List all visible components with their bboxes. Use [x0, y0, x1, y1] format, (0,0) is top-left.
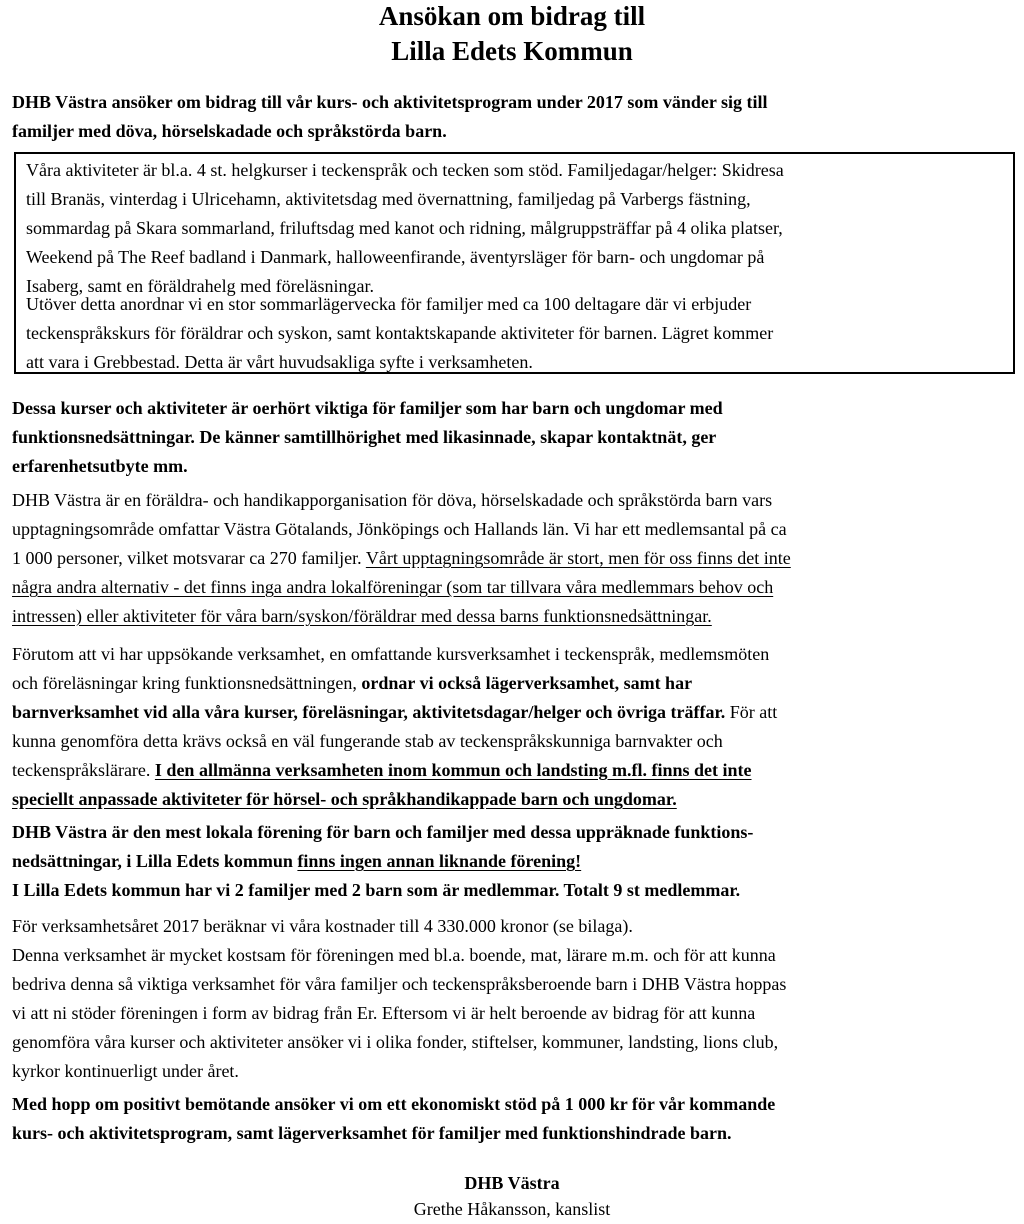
- outreach-text-2: För att kunna genomföra detta krävs också en väl fungerande stab av teckenspråkskunniga barnvakter och teckenspråkslärare.: [12, 702, 778, 780]
- activities-text: Våra aktiviteter är bl.a. 4 st. helgkurser i teckenspråk och tecken som stöd. Familjedagar/helger: Skidresa till Branäs, vinterdag i Ulricehamn, aktivitetsdag med övernattning, familjedag på Varbergs fästning, sommardag på Skara sommarland, friluftsdag med kanot och ridning, målgruppsträffar på 4 olika platser, Weekend på The Reef badland i Danmark, halloweenfirande, äventyrsläger för barn- och ungdomar på Isaberg, samt en föräldrahelg med föreläsningar.: [26, 160, 784, 296]
- outreach-paragraph: [12, 640, 1022, 814]
- outreach-text-1: Förutom att vi har uppsökande verksamhet, en omfattande kursverksamhet i teckenspråk, medlemsmöten och föreläsningar kring funktionsnedsättningen,: [12, 644, 770, 693]
- local-paragraph: [12, 818, 1022, 905]
- organisation-underlined-text: Vårt upptagningsområde är stort, men för oss finns det inte några andra alternativ - det finns inga andra lokalföreningar (som tar tillvara våra medlemmars behov och intressen) eller aktiviteter för våra barn/syskon/föräldrar med dessa barns funktionsnedsättningar.: [12, 548, 791, 626]
- outreach-bold-text: ordnar vi också lägerverksamhet, samt har barnverksamhet vid alla våra kurser, föreläsningar, aktivitetsdagar/helger och övriga träffar.: [12, 673, 726, 722]
- local-underlined-text: finns ingen annan liknande förening!: [297, 851, 582, 871]
- summer-camp-text: Utöver detta anordnar vi en stor sommarlägervecka för familjer med ca 100 deltagare där vi erbjuder teckenspråkskurs för föräldrar och syskon, samt kontaktskapande aktiviteter för barnen. Lägret kommer att vara i Grebbestad. Detta är vårt huvudsakliga syfte i verksamheten.: [26, 294, 774, 372]
- local-text-2: I Lilla Edets kommun har vi 2 familjer med 2 barn som är medlemmar. Totalt 9 st medlemmar.: [12, 880, 741, 900]
- importance-paragraph: Dessa kurser och aktiviteter är oerhört viktiga för familjer som har barn och ungdomar med funktionsnedsättningar. De känner samtillhörighet med likasinnade, skapar kontaktnät, ger erfarenhetsutbyte mm.: [12, 398, 723, 476]
- budget-paragraph: För verksamhetsåret 2017 beräknar vi våra kostnader till 4 330.000 kronor (se bilaga). Denna verksamhet är mycket kostsam för föreningen med bl.a. boende, mat, lärare m.m. och för att kunna bedriva denna så viktiga verksamhet för våra familjer och teckenspråksberoende barn i DHB Västra hoppas vi att ni stöder föreningen i form av bidrag från Er. Eftersom vi är helt beroende av bidrag för att kunna genomföra våra kurser och aktiviteter ansöker vi i olika fonder, stiftelser, kommuner, landsting, lions club, kyrkor kontinuerligt under året.: [12, 916, 787, 1081]
- local-text-1: DHB Västra är den mest lokala förening för barn och familjer med dessa uppräknade funktions- nedsättningar, i Lilla Edets kommun: [12, 822, 754, 871]
- request-paragraph: Med hopp om positivt bemötande ansöker vi om ett ekonomiskt stöd på 1 000 kr för vår kommande kurs- och aktivitetsprogram, samt lägerverksamhet för familjer med funktionshindrade barn.: [12, 1094, 776, 1143]
- signature-organisation: DHB Västra: [464, 1173, 560, 1193]
- title-line-2: Lilla Edets Kommun: [391, 36, 633, 66]
- signature-name: Grethe Håkansson, kanslist: [413, 1199, 611, 1219]
- organisation-text: DHB Västra är en föräldra- och handikapporganisation för döva, hörselskadade och språkstörda barn vars upptagningsområde omfattar Västra Götalands, Jönköpings och Hallands län. Vi har ett medlemsantal på ca 1 000 personer, vilket motsvarar ca 270 familjer.: [12, 490, 787, 568]
- title-line-1: Ansökan om bidrag till: [378, 1, 646, 31]
- intro-paragraph: DHB Västra ansöker om bidrag till vår kurs- och aktivitetsprogram under 2017 som vänder sig till familjer med döva, hörselskadade och språkstörda barn.: [12, 92, 768, 141]
- organisation-paragraph: [12, 486, 1022, 631]
- outreach-bold-underlined-text: I den allmänna verksamheten inom kommun och landsting m.fl. finns det inte speciellt anpassade aktiviteter för hörsel- och språkhandikappade barn och ungdomar.: [12, 760, 752, 809]
